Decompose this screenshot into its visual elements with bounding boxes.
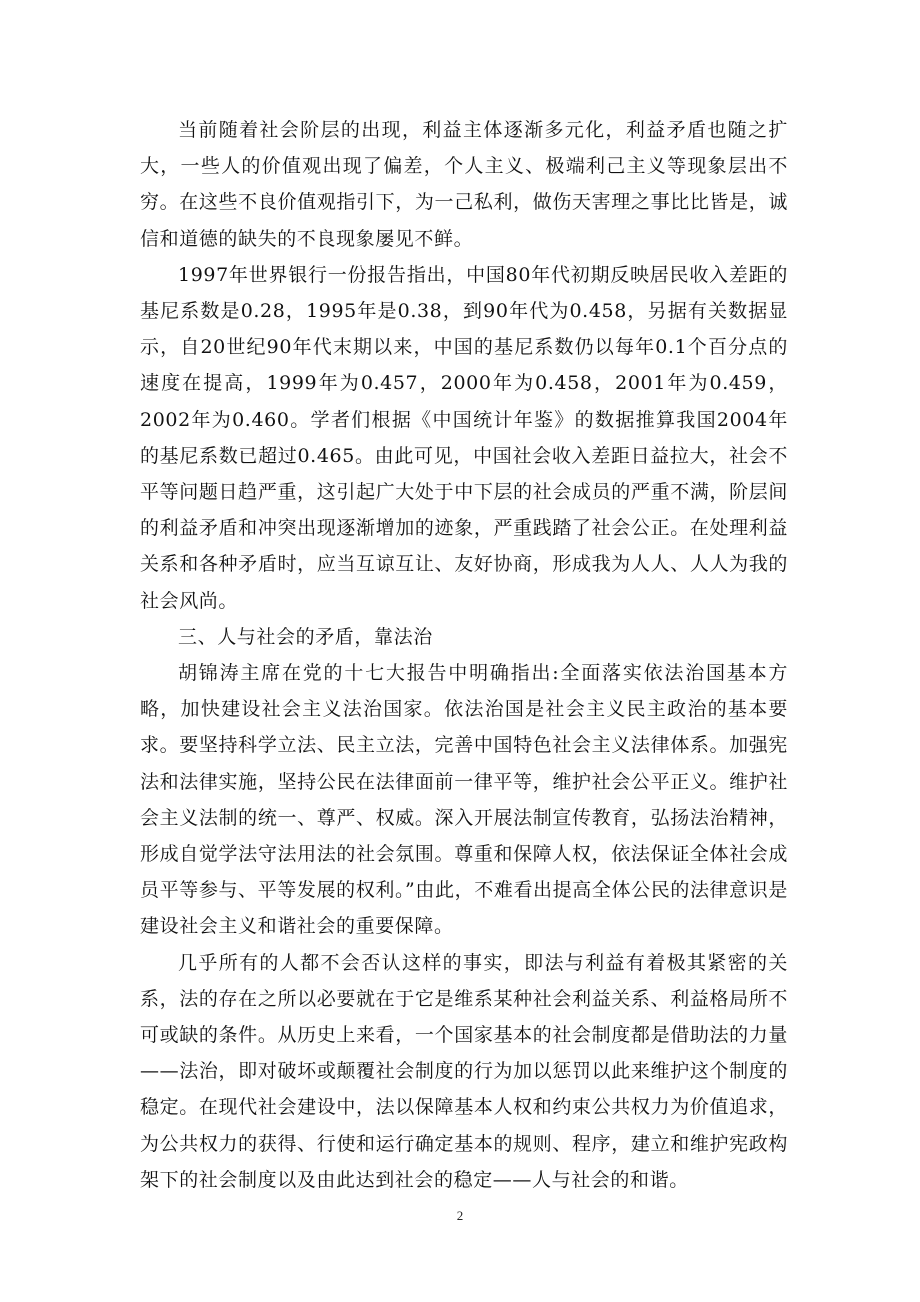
paragraph-law-and-interests: 几乎所有的人都不会否认这样的事实，即法与利益有着极其紧密的关系，法的存在之所以必要就在于它是维系某种社会利益关系、利益格局所不可或缺的条件。从历史上来看，一个国家基本的社会制度都是借助法的力量——法治，即对破坏或颠覆社会制度的行为加以惩罚以此来维护这个制度的稳定。在现代社会建设中，法以保障基本人权和约束公共权力为价值追求，为公共权力的获得、行使和运行确定基本的规则、程序，建立和维护宪政构架下的社会制度以及由此达到社会的稳定——人与社会的和谐。 bbox=[140, 951, 788, 1191]
document-body bbox=[140, 112, 788, 1198]
paragraph-hu-jintao-report: 胡锦涛主席在党的十七大报告中明确指出:全面落实依法治国基本方略，加快建设社会主义法治国家。依法治国是社会主义民主政治的基本要求。要坚持科学立法、民主立法，完善中国特色社会主义法律体系。加强宪法和法律实施，坚持公民在法律面前一律平等，维护社会公平正义。维护社会主义法制的统一、尊严、权威。深入开展法制宣传教育，弘扬法治精神，形成自觉学法守法用法的社会氛围。尊重和保障人权，依法保证全体社会成员平等参与、平等发展的权利。”由此，不难看出提高全体公民的法律意识是建设社会主义和谐社会的重要保障。 bbox=[140, 662, 788, 938]
paragraph-social-values: 当前随着社会阶层的出现，利益主体逐渐多元化，利益矛盾也随之扩大，一些人的价值观出现了偏差，个人主义、极端利己主义等现象层出不穷。在这些不良价值观指引下，为一己私利，做伤天害理之事比比皆是，诚信和道德的缺失的不良现象屡见不鲜。 bbox=[140, 119, 788, 250]
page-number: 2 bbox=[456, 1208, 464, 1223]
section-heading-rule-of-law: 三、人与社会的矛盾，靠法治 bbox=[178, 625, 433, 648]
paragraph-gini-coefficient: 1997年世界银行一份报告指出，中国80年代初期反映居民收入差距的基尼系数是0.28，1995年是0.38，到90年代为0.458，另据有关数据显示，自20世纪90年代末期以来，中国的基尼系数仍以每年0.1个百分点的速度在提高，1999年为0.457，2000年为0.458，2001年为0.459，2002年为0.460。学者们根据《中国统计年鉴》的数据推算我国2004年的基尼系数已超过0.465。由此可见，中国社会收入差距日益拉大，社会不平等问题日趋严重，这引起广大处于中下层的社会成员的严重不满，阶层间的利益矛盾和冲突出现逐渐增加的迹象，严重践踏了社会公正。在处理利益关系和各种矛盾时，应当互谅互让、友好协商，形成我为人人、人人为我的社会风尚。 bbox=[140, 263, 788, 612]
